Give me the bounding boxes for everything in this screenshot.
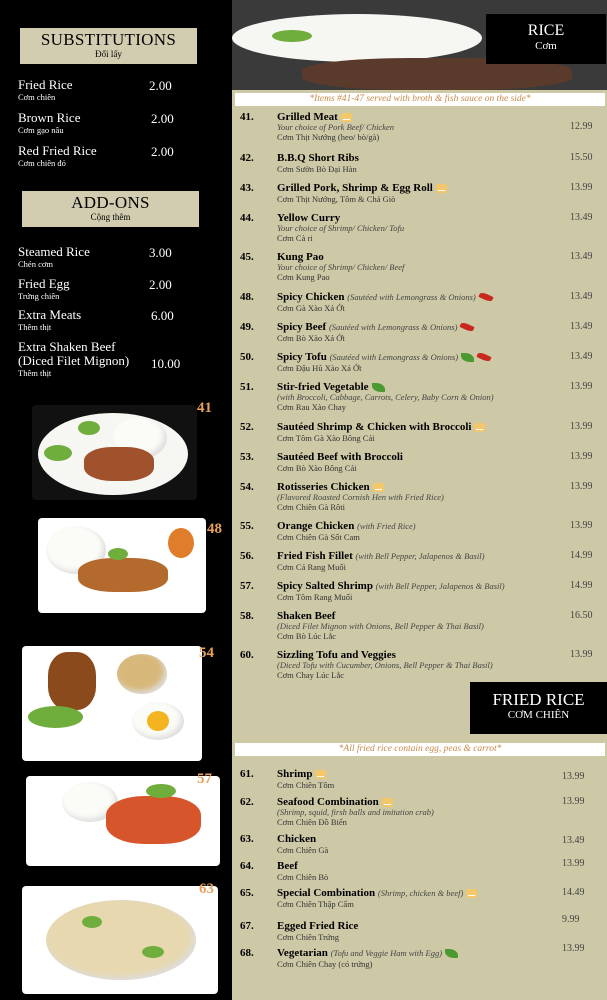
item-name: Grilled Pork, Shrimp & Egg Roll [277,182,433,194]
chili-icon [476,352,491,363]
item-description: Your choice of Shrimp/ Chicken/ Tofu [277,223,405,233]
item-name: Sautéed Shrimp & Chicken with Broccoli [277,421,472,433]
item-price: 13.99 [570,520,593,531]
menu-item [240,796,600,826]
item-vn: Cơm Tôm Rang Muối [277,592,353,602]
crown-icon [341,113,352,122]
item-vn: Cơm Chiên Bò [277,872,329,882]
item-price: 14.99 [570,580,593,591]
list-item [18,308,218,332]
item-name: Orange Chicken [277,520,355,532]
item-body [277,920,547,942]
list-item [18,340,218,378]
crown-icon [474,423,485,432]
dish-photo-54 [22,646,202,761]
menu-item [240,212,600,242]
item-number: 50. [240,351,254,363]
menu-item [240,943,600,977]
item-price: 13.99 [570,381,593,392]
crown-icon [315,770,326,779]
item-name-line [277,421,547,433]
item-vn: Cơm chiên đỏ [18,158,66,168]
item-number: 52. [240,421,254,433]
item-name: Brown Rice [18,110,81,125]
substitutions-subtitle: Đổi lấy [95,49,122,59]
item-vn: Cơm Chiên Gà [277,845,329,855]
item-price: 9.99 [562,914,580,925]
chili-icon [478,292,493,303]
menu-item [240,580,600,610]
item-body [277,212,547,243]
item-price: 14.49 [562,887,585,898]
item-note: (Sautéed with Lemongrass & Onions) [347,292,476,302]
menu-item [240,451,600,481]
substitutions-header [20,28,197,64]
left-panel [0,0,232,1000]
item-vn: Cơm Chiên Gà Rôti [277,502,346,512]
item-price: 13.49 [562,835,585,846]
item-vn: Cơm Thịt Nướng (heo/ bò/gà) [277,132,380,142]
menu-item [240,321,600,351]
menu-item [240,649,600,679]
item-name-line [277,321,547,333]
item-name: Egged Fried Rice [277,920,359,932]
item-name: Extra Meats [18,307,82,322]
item-name: Fried Rice [18,77,73,92]
list-item [18,78,218,102]
item-number: 53. [240,451,254,463]
item-price: 2.00 [151,144,174,159]
item-vn: Cơm Sườn Bò Đại Hàn [277,164,357,174]
item-price: 13.99 [570,451,593,462]
item-name: Spicy Salted Shrimp [277,580,373,592]
item-number: 48. [240,291,254,303]
item-body [277,351,547,373]
item-number: 63. [240,833,254,845]
photo-label: 41 [197,400,212,416]
menu-item [240,520,600,550]
item-vn: Cơm Chiên Chay (có trứng) [277,959,373,969]
menu-item [240,481,600,511]
crown-icon [373,483,384,492]
item-number: 68. [240,947,254,959]
item-price: 13.99 [562,796,585,807]
item-price: 13.49 [570,251,593,262]
item-price: 13.49 [570,291,593,302]
item-number: 60. [240,649,254,661]
item-number: 62. [240,796,254,808]
item-number: 41. [240,111,254,123]
item-name: Vegetarian [277,947,328,959]
item-description: (Shrimp, squid, firsh balls and imitation crab) [277,807,434,817]
item-name-line [277,451,547,463]
item-body [277,111,547,142]
dish-photo-48 [38,518,206,613]
dish-photo-41 [32,405,197,500]
menu-item [240,152,600,182]
item-vn: Cơm chiên [18,92,56,102]
photo-label: 57 [197,771,212,787]
rice-subtitle: Cơm [535,40,557,52]
item-price: 13.99 [562,771,585,782]
item-note: (Sautéed with Lemongrass & Onions) [328,322,458,332]
item-price: 3.00 [149,245,172,260]
item-name: Fried Fish Fillet [277,550,353,562]
photo-label: 54 [199,645,214,661]
item-body [277,251,547,282]
item-name-line [277,833,547,845]
item-name: Kung Pao [277,251,324,263]
item-name: Spicy Tofu [277,351,327,363]
item-name: Special Combination [277,887,376,899]
menu-item [240,860,600,890]
item-note: (Shrimp, chicken & beef) [377,888,464,898]
item-body [277,451,547,473]
item-body [277,796,547,827]
menu-item [240,833,600,863]
item-vn: Cơm Chiên Thập Cẩm [277,899,354,909]
rice-banner: *Items #41-47 served with broth & fish sauce on the side* [235,93,605,106]
item-price: 14.99 [570,550,593,561]
item-price: 13.49 [570,351,593,362]
item-vn: Trứng chiên [18,291,60,301]
item-name-line [277,920,547,932]
menu-item [240,351,600,381]
item-price: 10.00 [151,356,181,371]
item-price: 13.49 [570,321,593,332]
item-note: (Tofu and Veggie Ham with Egg) [330,948,443,958]
crown-icon [382,798,393,807]
fried-rice-title: FRIED RICE [492,690,585,709]
item-price: 16.50 [570,610,593,621]
list-item [18,111,218,135]
item-name-line [277,947,547,959]
item-price: 13.99 [562,858,585,869]
menu-item [240,381,600,411]
item-number: 45. [240,251,254,263]
item-name-line [277,351,547,363]
item-vn: Cơm Bò Xào Bông Cải [277,463,357,473]
list-item [18,144,218,168]
item-name: Grilled Meat [277,111,338,123]
item-name: Shaken Beef [277,610,336,622]
leaf-icon [372,383,385,392]
item-name: Red Fried Rice [18,143,97,158]
item-number: 55. [240,520,254,532]
item-price: 13.99 [570,421,593,432]
item-body [277,887,547,909]
item-price: 12.99 [570,121,593,132]
item-number: 58. [240,610,254,622]
item-vn: Cơm gạo nâu [18,125,64,135]
item-name-line [277,580,547,592]
item-number: 57. [240,580,254,592]
item-body [277,833,547,855]
leaf-icon [445,949,458,958]
item-body [277,421,547,443]
rice-section-title [486,14,606,64]
item-number: 44. [240,212,254,224]
item-number: 65. [240,887,254,899]
dish-photo-63 [22,886,218,994]
item-vn: Cơm Cá Rang Muối [277,562,346,572]
item-number: 67. [240,920,254,932]
item-name: Chicken [277,833,317,845]
fried-rice-subtitle: CƠM CHIÊN [507,709,570,721]
item-name: B.B.Q Short Ribs [277,152,359,164]
item-name: Rotisseries Chicken [277,481,370,493]
item-name-line [277,520,547,532]
menu-item [240,182,600,212]
item-vn: Cơm Chiên Đồ Biển [277,817,347,827]
item-vn: Cơm Bò Lúc Lắc [277,631,337,641]
item-name: Yellow Curry [277,212,341,224]
item-name: Fried Egg [18,276,70,291]
item-vn: Cơm Thịt Nướng, Tôm & Chả Giò [277,194,396,204]
item-body [277,610,547,641]
list-item [18,277,218,301]
item-price: 2.00 [151,111,174,126]
item-vn: Cơm Kung Pao [277,272,330,282]
item-number: 51. [240,381,254,393]
item-body [277,768,547,790]
item-price: 2.00 [149,78,172,93]
addons-title: ADD-ONS [71,193,150,212]
item-body [277,321,547,343]
item-name-line [277,550,547,562]
item-name: Spicy Beef [277,321,327,333]
item-name: Sizzling Tofu and Veggies [277,649,396,661]
menu-item [240,914,600,950]
item-price: 13.99 [570,649,593,660]
item-name: Shrimp [277,768,313,780]
addons-subtitle: Cộng thêm [90,212,131,222]
item-vn: Cơm Chiên Trứng [277,932,340,942]
item-name: Spicy Chicken [277,291,345,303]
item-price: 13.99 [562,943,585,954]
menu-item [240,291,600,321]
menu-item [240,768,600,798]
item-note: (Sautéed with Lemongrass & Onions) [329,352,459,362]
item-vn: Cơm Chiên Tôm [277,780,335,790]
menu-item [240,421,600,451]
item-price: 13.49 [570,212,593,223]
item-number: 56. [240,550,254,562]
addons-header [22,191,199,227]
item-name: Seafood Combination [277,796,379,808]
chili-icon [460,322,475,333]
fried-rice-section-title [470,682,607,734]
crown-icon [436,184,447,193]
item-vn: Thêm thịt [18,322,52,332]
item-body [277,291,547,313]
item-vn: Cơm Rau Xào Chay [277,402,346,412]
menu-item [240,887,600,917]
item-number: 64. [240,860,254,872]
item-body [277,520,547,542]
item-name: Extra Shaken Beef [18,339,116,354]
item-vn: Chén cơm [18,259,53,269]
item-note: (with Bell Pepper, Jalapenos & Basil) [375,581,505,591]
item-vn: Cơm Chiên Gà Sốt Cam [277,532,360,542]
item-body [277,381,547,412]
item-price: 15.50 [570,152,593,163]
item-name-line [277,768,547,780]
list-item [18,245,218,269]
item-body [277,550,547,572]
rice-title: RICE [527,22,565,39]
item-note: (with Fried Rice) [357,521,416,531]
item-name-2: (Diced Filet Mignon) [18,353,130,368]
item-name: Stir-fried Vegetable [277,381,369,393]
item-vn: Cơm Gà Xào Xả Ớt [277,303,345,313]
menu-item [240,550,600,580]
item-name-line [277,152,547,164]
item-description: (Flavored Roasted Cornish Hen with Fried Rice) [277,492,444,502]
item-name-line [277,887,547,899]
item-price: 13.99 [570,481,593,492]
item-name: Beef [277,860,298,872]
item-body [277,649,547,680]
item-description: (with Broccoli, Cabbage, Carrots, Celery, Baby Corn & Onion) [277,392,494,402]
item-vn: Cơm Đậu Hũ Xào Xả Ớt [277,363,362,373]
item-description: Your choice of Pork Beef/ Chicken [277,122,395,132]
item-number: 61. [240,768,254,780]
item-number: 54. [240,481,254,493]
dish-photo-57 [26,776,220,866]
menu-item [240,610,600,640]
item-number: 49. [240,321,254,333]
item-price: 2.00 [149,277,172,292]
item-price: 13.99 [570,182,593,193]
item-description: Your choice of Shrimp/ Chicken/ Beef [277,262,405,272]
item-vn: Cơm Tôm Gà Xào Bông Cải [277,433,375,443]
item-vn: Cơm Cà ri [277,233,313,243]
item-name: Sautéed Beef with Broccoli [277,451,403,463]
menu-item [240,251,600,281]
item-number: 43. [240,182,254,194]
item-vn: Cơm Chay Lúc Lắc [277,670,345,680]
item-body [277,481,547,512]
photo-label: 48 [207,521,222,537]
photo-label: 63 [199,881,214,897]
item-body [277,182,547,204]
item-body [277,580,547,602]
item-name-line [277,860,547,872]
item-vn: Cơm Bò Xào Xả Ớt [277,333,345,343]
item-description: (Diced Tofu with Cucumber, Onions, Bell Pepper & Thai Basil) [277,660,493,670]
fried-rice-banner: *All fried rice contain egg, peas & carrot* [235,743,605,756]
substitutions-title: SUBSTITUTIONS [40,30,177,49]
item-vn: Thêm thịt [18,368,52,378]
item-body [277,860,547,882]
leaf-icon [461,353,474,362]
menu-item [240,111,600,141]
crown-icon [466,889,477,898]
item-note: (with Bell Pepper, Jalapenos & Basil) [355,551,485,561]
item-name-line [277,291,547,303]
item-number: 42. [240,152,254,164]
item-name: Steamed Rice [18,244,90,259]
item-body [277,947,547,969]
item-name-line [277,182,547,194]
item-price: 6.00 [151,308,174,323]
item-description: (Diced Filet Mignon with Onions, Bell Pepper & Thai Basil) [277,621,484,631]
item-body [277,152,547,174]
